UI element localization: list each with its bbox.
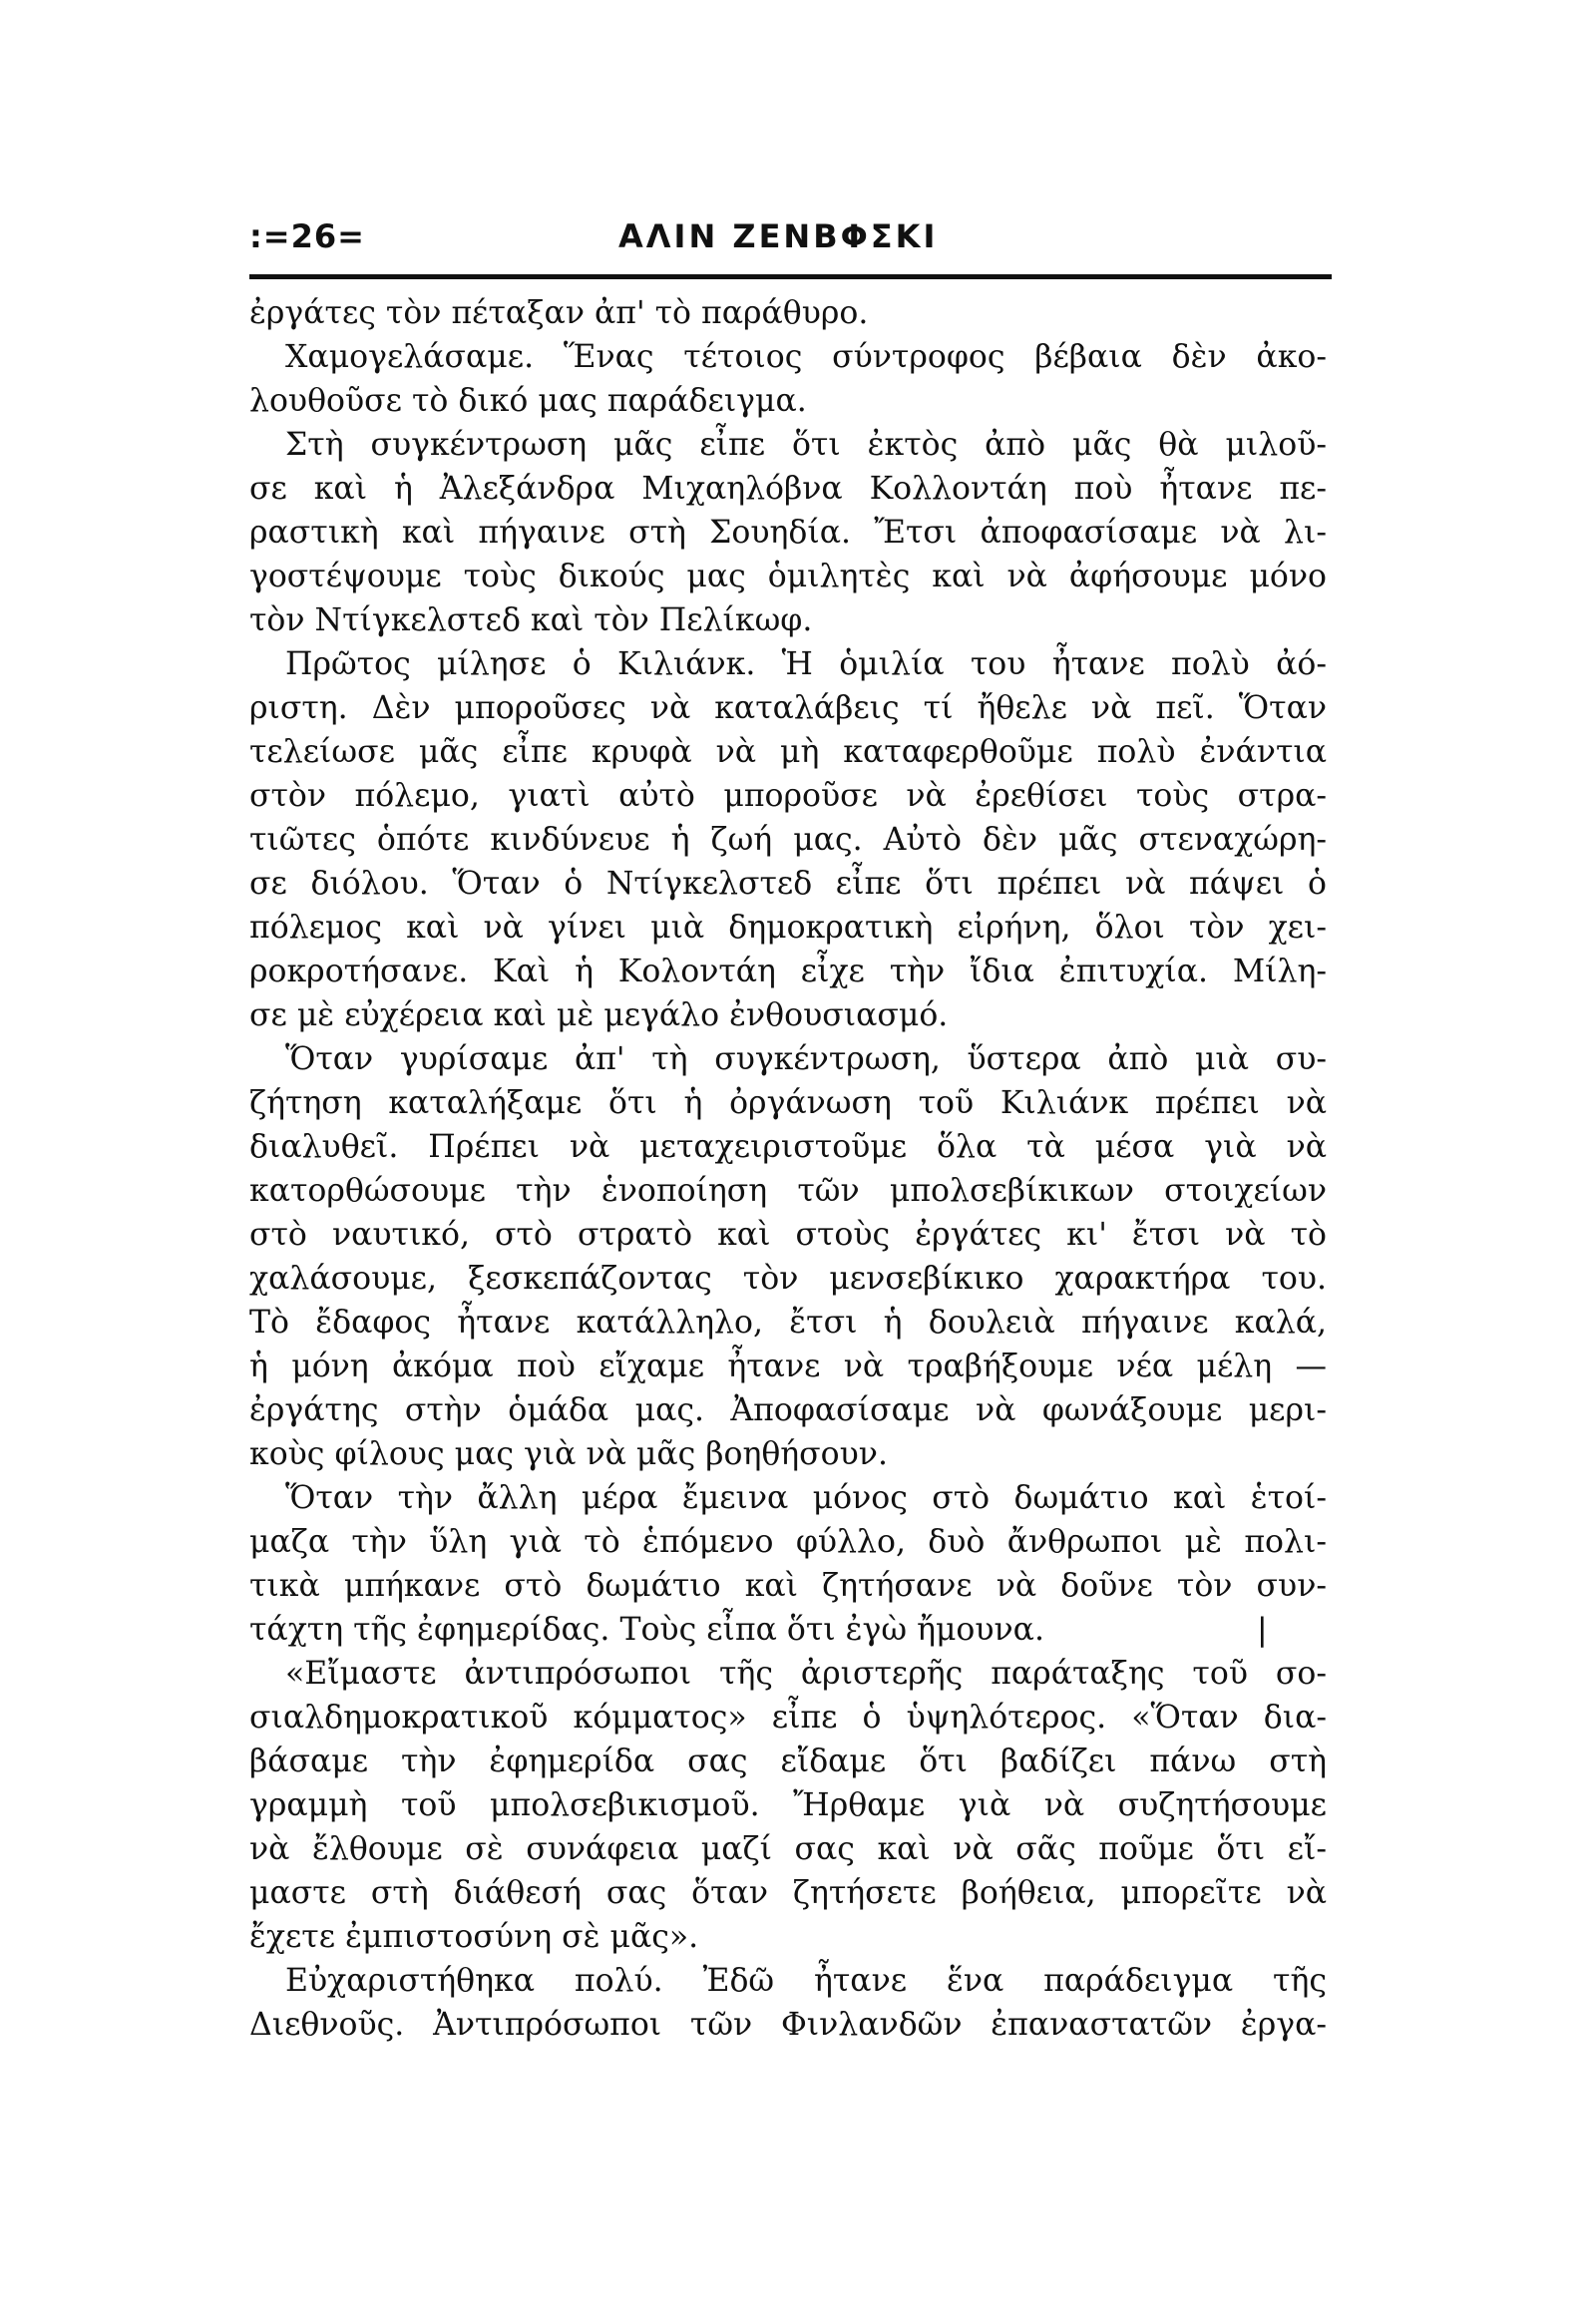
text-line: σιαλδημοκρατικοῦ κόμματος» εἶπε ὁ ὑψηλότερος. «Ὅταν δια- — [249, 1700, 1327, 1736]
text-line: τελείωσε μᾶς εἶπε κρυφὰ νὰ μὴ καταφερθοῦμε πολὺ ἐνάντια — [249, 734, 1327, 770]
margin-mark: | — [1257, 1612, 1268, 1648]
body-text — [249, 291, 1327, 2087]
text-line: μαστε στὴ διάθεσή σας ὅταν ζητήσετε βοήθεια, μπορεῖτε νὰ — [249, 1875, 1327, 1911]
running-head: ΑΛΙΝ ΖΕΝΒΦΣΚΙ — [618, 217, 939, 255]
text-line: τιῶτες ὁπότε κινδύνευε ἡ ζωή μας. Αὐτὸ δὲν μᾶς στεναχώρη- — [249, 822, 1327, 858]
text-line: ἐργάτης στὴν ὁμάδα μας. Ἀποφασίσαμε νὰ φωνάξουμε μερι- — [249, 1392, 1327, 1428]
text-line: ἔχετε ἐμπιστοσύνη σὲ μᾶς». — [249, 1919, 699, 1955]
text-line: κοὺς φίλους μας γιὰ νὰ μᾶς βοηθήσουν. — [249, 1436, 888, 1472]
text-line: ροκροτήσανε. Καὶ ἡ Κολοντάη εἶχε τὴν ἴδια ἐπιτυχία. Μίλη- — [249, 954, 1327, 989]
text-line: βάσαμε τὴν ἐφημερίδα σας εἴδαμε ὅτι βαδίζει πάνω στὴ — [249, 1743, 1327, 1779]
text-line: πόλεμος καὶ νὰ γίνει μιὰ δημοκρατικὴ εἰρήνη, ὅλοι τὸν χει- — [249, 910, 1327, 946]
header-rule — [249, 274, 1332, 279]
text-line: λουθοῦσε τὸ δικό μας παράδειγμα. — [249, 383, 807, 419]
text-line: γραμμὴ τοῦ μπολσεβικισμοῦ. Ἤρθαμε γιὰ νὰ συζητήσουμε — [249, 1787, 1327, 1823]
text-line: «Εἴμαστε ἀντιπρόσωποι τῆς ἀριστερῆς παράταξης τοῦ σο- — [285, 1656, 1327, 1692]
text-line: Διεθνοῦς. Ἀντιπρόσωποι τῶν Φινλανδῶν ἐπαναστατῶν ἐργα- — [249, 2007, 1327, 2043]
text-line: στὸν πόλεμο, γιατὶ αὐτὸ μποροῦσε νὰ ἐρεθίσει τοὺς στρα- — [249, 778, 1327, 814]
text-line: Πρῶτος μίλησε ὁ Κιλιάνκ. Ἡ ὁμιλία του ἦτανε πολὺ ἀό- — [285, 646, 1327, 682]
text-line: ζήτηση καταλήξαμε ὅτι ἡ ὀργάνωση τοῦ Κιλιάνκ πρέπει νὰ — [249, 1085, 1327, 1121]
text-line: Εὐχαριστήθηκα πολύ. Ἐδῶ ἦτανε ἕνα παράδειγμα τῆς — [285, 1963, 1327, 1999]
text-line: ραστικὴ καὶ πήγαινε στὴ Σουηδία. Ἔτσι ἀποφασίσαμε νὰ λι- — [249, 515, 1327, 551]
text-line: Στὴ συγκέντρωση μᾶς εἶπε ὅτι ἐκτὸς ἀπὸ μᾶς θὰ μιλοῦ- — [285, 427, 1327, 463]
text-line: ἐργάτες τὸν πέταξαν ἀπ' τὸ παράθυρο. — [249, 295, 869, 331]
text-line: κατορθώσουμε τὴν ἑνοποίηση τῶν μπολσεβίκικων στοιχείων — [249, 1173, 1327, 1209]
text-line: χαλάσουμε, ξεσκεπάζοντας τὸν μενσεβίκικο χαρακτήρα του. — [249, 1261, 1327, 1297]
text-line: σε μὲ εὐχέρεια καὶ μὲ μεγάλο ἐνθουσιασμό. — [249, 997, 949, 1033]
text-line: ἡ μόνη ἀκόμα ποὺ εἴχαμε ἦτανε νὰ τραβήξουμε νέα μέλη — — [249, 1349, 1327, 1384]
text-line: μαζα τὴν ὕλη γιὰ τὸ ἑπόμενο φύλλο, δυὸ ἄνθρωποι μὲ πολι- — [249, 1524, 1327, 1560]
text-line: Χαμογελάσαμε. Ἕνας τέτοιος σύντροφος βέβαια δὲν ἀκο- — [285, 339, 1327, 375]
text-line: τὸν Ντίγκελστεδ καὶ τὸν Πελίκωφ. — [249, 602, 813, 638]
text-line: σε διόλου. Ὅταν ὁ Ντίγκελστεδ εἶπε ὅτι πρέπει νὰ πάψει ὁ — [249, 866, 1327, 902]
text-line: σε καὶ ἡ Ἀλεξάνδρα Μιχαηλόβνα Κολλοντάη ποὺ ἦτανε πε- — [249, 471, 1327, 507]
text-line: γοστέψουμε τοὺς δικούς μας ὁμιλητὲς καὶ νὰ ἀφήσουμε μόνο — [249, 559, 1327, 594]
text-line: Ὅταν γυρίσαμε ἀπ' τὴ συγκέντρωση, ὕστερα ἀπὸ μιὰ συ- — [285, 1041, 1327, 1077]
text-line: διαλυθεῖ. Πρέπει νὰ μεταχειριστοῦμε ὅλα τὰ μέσα γιὰ νὰ — [249, 1129, 1327, 1165]
page-number: :=26= — [249, 217, 365, 255]
text-line: τικὰ μπήκανε στὸ δωμάτιο καὶ ζητήσανε νὰ δοῦνε τὸν συν- — [249, 1568, 1327, 1604]
text-line: Ὅταν τὴν ἄλλη μέρα ἔμεινα μόνος στὸ δωμάτιο καὶ ἑτοί- — [285, 1480, 1327, 1516]
text-line: ριστη. Δὲν μποροῦσες νὰ καταλάβεις τί ἤθελε νὰ πεῖ. Ὅταν — [249, 690, 1327, 726]
text-line: νὰ ἔλθουμε σὲ συνάφεια μαζί σας καὶ νὰ σᾶς ποῦμε ὅτι εἴ- — [249, 1831, 1327, 1867]
text-line: τάχτη τῆς ἐφημερίδας. Τοὺς εἶπα ὅτι ἐγὼ ἤμουνα. — [249, 1612, 1044, 1648]
page-header — [249, 217, 1327, 257]
text-line: στὸ ναυτικό, στὸ στρατὸ καὶ στοὺς ἐργάτες κι' ἔτσι νὰ τὸ — [249, 1217, 1327, 1253]
text-line: Τὸ ἔδαφος ἦτανε κατάλληλο, ἔτσι ἡ δουλειὰ πήγαινε καλά, — [249, 1305, 1327, 1341]
